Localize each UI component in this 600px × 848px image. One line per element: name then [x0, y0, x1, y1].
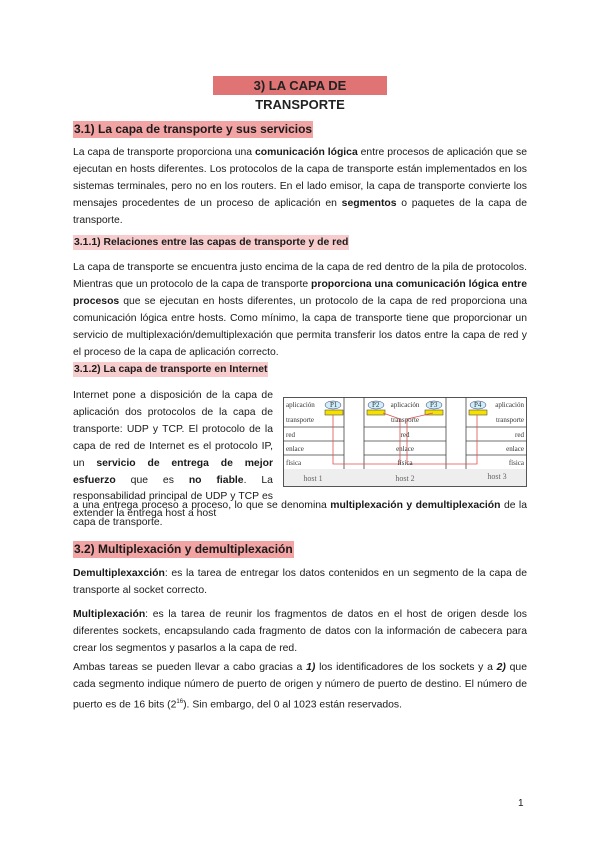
- bold-text: multiplexación y demultiplexación: [330, 500, 501, 511]
- text: Ambas tareas se pueden llevar a cabo gracias a: [73, 662, 307, 673]
- heading-text: ) La capa de transporte en Internet: [97, 364, 268, 375]
- host1-layer-enlace: enlace: [286, 445, 304, 453]
- transport-layer-diagram: [283, 397, 527, 487]
- bold-italic-text: 1): [306, 662, 316, 673]
- section-heading-3-1: 3.1) La capa de transporte y sus servicios: [74, 122, 313, 136]
- text: los identificadores de los sockets y a: [315, 662, 497, 673]
- text: de la capa de transporte.: [73, 500, 528, 528]
- superscript: 16: [176, 698, 184, 705]
- host1-layer-aplicacion: aplicación: [286, 401, 315, 409]
- host1-layer-transporte: transporte: [286, 416, 314, 424]
- host3-layer-fisica: física: [508, 459, 524, 467]
- text: La capa de transporte proporciona una: [73, 147, 255, 158]
- paragraph-demultiplexacion: [73, 566, 527, 600]
- host3-label: host 3: [487, 472, 507, 481]
- bold-text: Demultiplexaxción: [73, 568, 165, 579]
- bold-text: servicio de entrega de mejor esfuerzo: [73, 457, 273, 486]
- paragraph-multiplexacion: [73, 607, 527, 658]
- text: entre procesos de aplicación que se ejecutan en hosts diferentes. Los protocolos de la capa de transporte están implementados en los sistemas terminales, pero no en los routers. En el lado emisor, la capa de transporte convierte los mensajes procedentes de un proceso de aplicación en: [73, 147, 527, 209]
- process-label-p1: P1: [330, 401, 338, 409]
- text: que cada segmento indique número de puerto de origen y número de puerto de destino. El número de puerto es de 16 bits (2: [73, 662, 527, 711]
- bold-text: comunicación lógica: [254, 147, 358, 158]
- bold-text: Multiplexación: [73, 609, 146, 620]
- host2-layer-transporte: transporte: [391, 416, 419, 424]
- heading-number: 3.1.1: [74, 237, 98, 248]
- heading-number: 3.1.2: [74, 364, 98, 375]
- host2-layer-red: red: [400, 431, 410, 439]
- text: o paquetes de la capa de transporte.: [73, 197, 527, 226]
- bold-italic-text: 2): [496, 662, 506, 673]
- host1-layer-red: red: [286, 431, 295, 439]
- paragraph-3-1: [73, 145, 527, 230]
- section-heading-3-2: 3.2) Multiplexación y demultiplexación: [74, 542, 293, 556]
- text: . La responsabilidad principal de UDP y TCP es extender la entrega host a host: [73, 474, 273, 520]
- paragraph-ambas-tareas: [73, 660, 527, 714]
- text: a una entrega proceso a proceso, lo que se denomina: [73, 500, 331, 511]
- text: : es la tarea de reunir los fragmentos de datos en el host de origen desde los diferentes sockets, encapsulando cada fragmento de datos con la información de cabecera para crear los segmentos y pasarlos a la capa de red.: [73, 609, 527, 654]
- text: que es: [115, 474, 189, 486]
- bold-text: no fiable: [188, 474, 244, 486]
- page-title: 3) LA CAPA DE TRANSPORTE: [213, 76, 387, 95]
- host3-layer-enlace: enlace: [506, 445, 524, 453]
- host2-layer-fisica: física: [397, 459, 413, 467]
- section-heading-3-1-1: [73, 235, 349, 250]
- host2-layer-enlace: enlace: [396, 445, 414, 453]
- text: : es la tarea de entregar los datos contenidos en un segmento de la capa de transporte al socket correcto.: [73, 568, 527, 596]
- bold-text: proporciona una comunicación lógica entre procesos: [73, 278, 528, 307]
- host3-layer-aplicacion: aplicación: [495, 401, 524, 409]
- host3-layer-transporte: transporte: [496, 416, 524, 424]
- host2-label: host 2: [395, 474, 415, 483]
- host1-label: host 1: [303, 474, 323, 483]
- text: que se ejecutan en hosts diferentes, un protocolo de la capa de red proporciona una comunicación lógica entre hosts. Como mínimo, la capa de transporte tiene que proporcionar un servicio de multiplexación/demultiplexación que permita transferir los datos entre la capa de red y el proceso de la capa de aplicación correcto.: [73, 295, 527, 358]
- text: Internet pone a disposición de la capa de aplicación dos protocolos de la capa de transporte: UDP y TCP. El protocolo de la capa de red de Internet es el protocolo IP, un: [73, 390, 273, 469]
- process-label-p4: P4: [474, 401, 482, 409]
- heading-text: ) Relaciones entre las capas de transporte y de red: [97, 237, 349, 248]
- paragraph-3-1-2-continued: [73, 498, 527, 532]
- process-label-p3: P3: [430, 401, 438, 409]
- text: La capa de transporte se encuentra justo encima de la capa de red dentro de la pila de protocolos. Mientras que un protocolo de la capa de transporte: [73, 262, 527, 290]
- host2-layer-aplicacion: aplicación: [390, 401, 420, 409]
- page-number: 1: [518, 798, 524, 809]
- paragraph-3-1-1: [73, 260, 527, 361]
- process-label-p2: P2: [372, 401, 380, 409]
- host1-layer-fisica: física: [286, 459, 302, 467]
- text: ). Sin embargo, del 0 al 1023 están reservados.: [183, 699, 403, 711]
- bold-text: segmentos: [341, 197, 397, 209]
- section-heading-3-1-2: [73, 362, 268, 377]
- host3-layer-red: red: [515, 431, 524, 439]
